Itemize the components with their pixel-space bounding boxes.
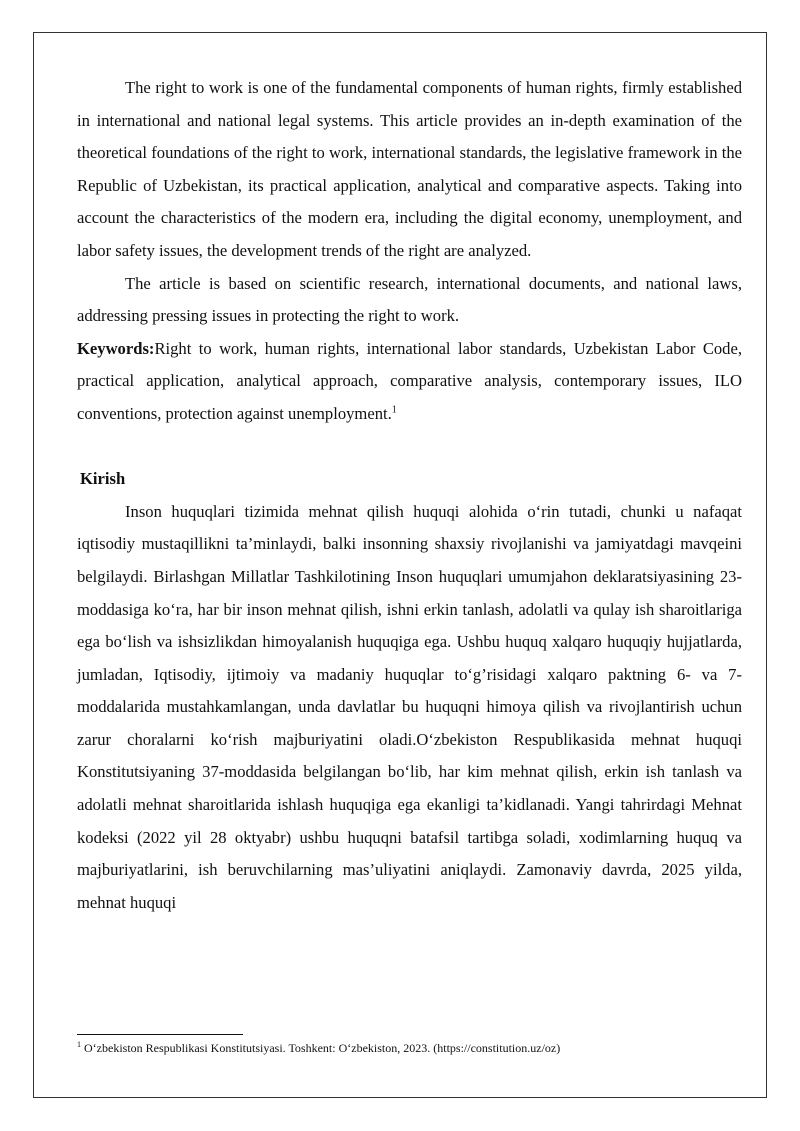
footnote-text: O‘zbekiston Respublikasi Konstitutsiyasi. Toshkent: O‘zbekiston, 2023. (https://constitution.uz/oz) [81,1041,561,1055]
keywords-paragraph [77,333,742,431]
abstract-paragraph: The right to work is one of the fundamental components of human rights, firmly established in international and national legal systems. This article provides an in-depth examination of the theoretical foundations of the right to work, international standards, the legislative framework in the Republic of Uzbekistan, its practical application, analytical and comparative aspects. Taking into account the characteristics of the modern era, including the digital economy, unemployment, and labor safety issues, the development trends of the right are analyzed. [77,78,742,260]
footnote-divider [77,1034,243,1035]
body-paragraph: Inson huquqlari tizimida mehnat qilish huquqi alohida o‘rin tutadi, chunki u nafaqat iqtisodiy mustaqillikni ta’minlaydi, balki insonning shaxsiy rivojlanishi va jamiyatdagi mavqeini belgilaydi. Birlashgan Millatlar Tashkilotining Inson huquqlari umumjahon deklaratsiyasining 23-moddasiga ko‘ra, har bir inson mehnat qilish, ishni erkin tanlash, adolatli va qulay ish sharoitlariga ega bo‘lish va ishsizlikdan himoyalanish huquqiga ega. Ushbu huquq xalqaro huquqiy hujjatlarda, jumladan, Iqtisodiy, ijtimoiy va madaniy huquqlar to‘g’risidagi xalqaro paktning 6- va 7-moddalarida mustahkamlangan, unda davlatlar bu huquqni himoya qilish va rivojlantirish uchun zarur choralarni ko‘rish majburiyatini oladi.O‘zbekiston Respublikasida mehnat huquqi Konstitutsiyaning 37-moddasida belgilangan bo‘lib, har kim mehnat qilish, erkin ish tanlash va adolatli mehnat sharoitlarida ishlash huquqiga ega ekanligi ta’kidlanadi. Yangi tahrirdagi Mehnat kodeksi (2022 yil 28 oktyabr) ushbu huquqni batafsil tartibga soladi, xodimlarning huquq va majburiyatlarini, ish beruvchilarning mas’uliyatini aniqlaydi. Zamonaviy davrda, 2025 yilda, mehnat huquqi [77,501,742,912]
section-heading: Kirish [80,469,126,489]
footnote-reference[interactable]: 1 [391,404,397,416]
keywords-text: Right to work, human rights, international labor standards, Uzbekistan Labor Code, practical application, analytical approach, comparative analysis, contemporary issues, ILO conventions, protection against unemployment. [77,338,742,423]
document-body [77,72,742,919]
abstract-paragraph: The article is based on scientific research, international documents, and national laws, addressing pressing issues in protecting the right to work. [77,273,742,326]
footnote-number: 1 [77,1040,81,1049]
footnote [77,1040,742,1056]
keywords-label: Keywords: [77,338,155,358]
